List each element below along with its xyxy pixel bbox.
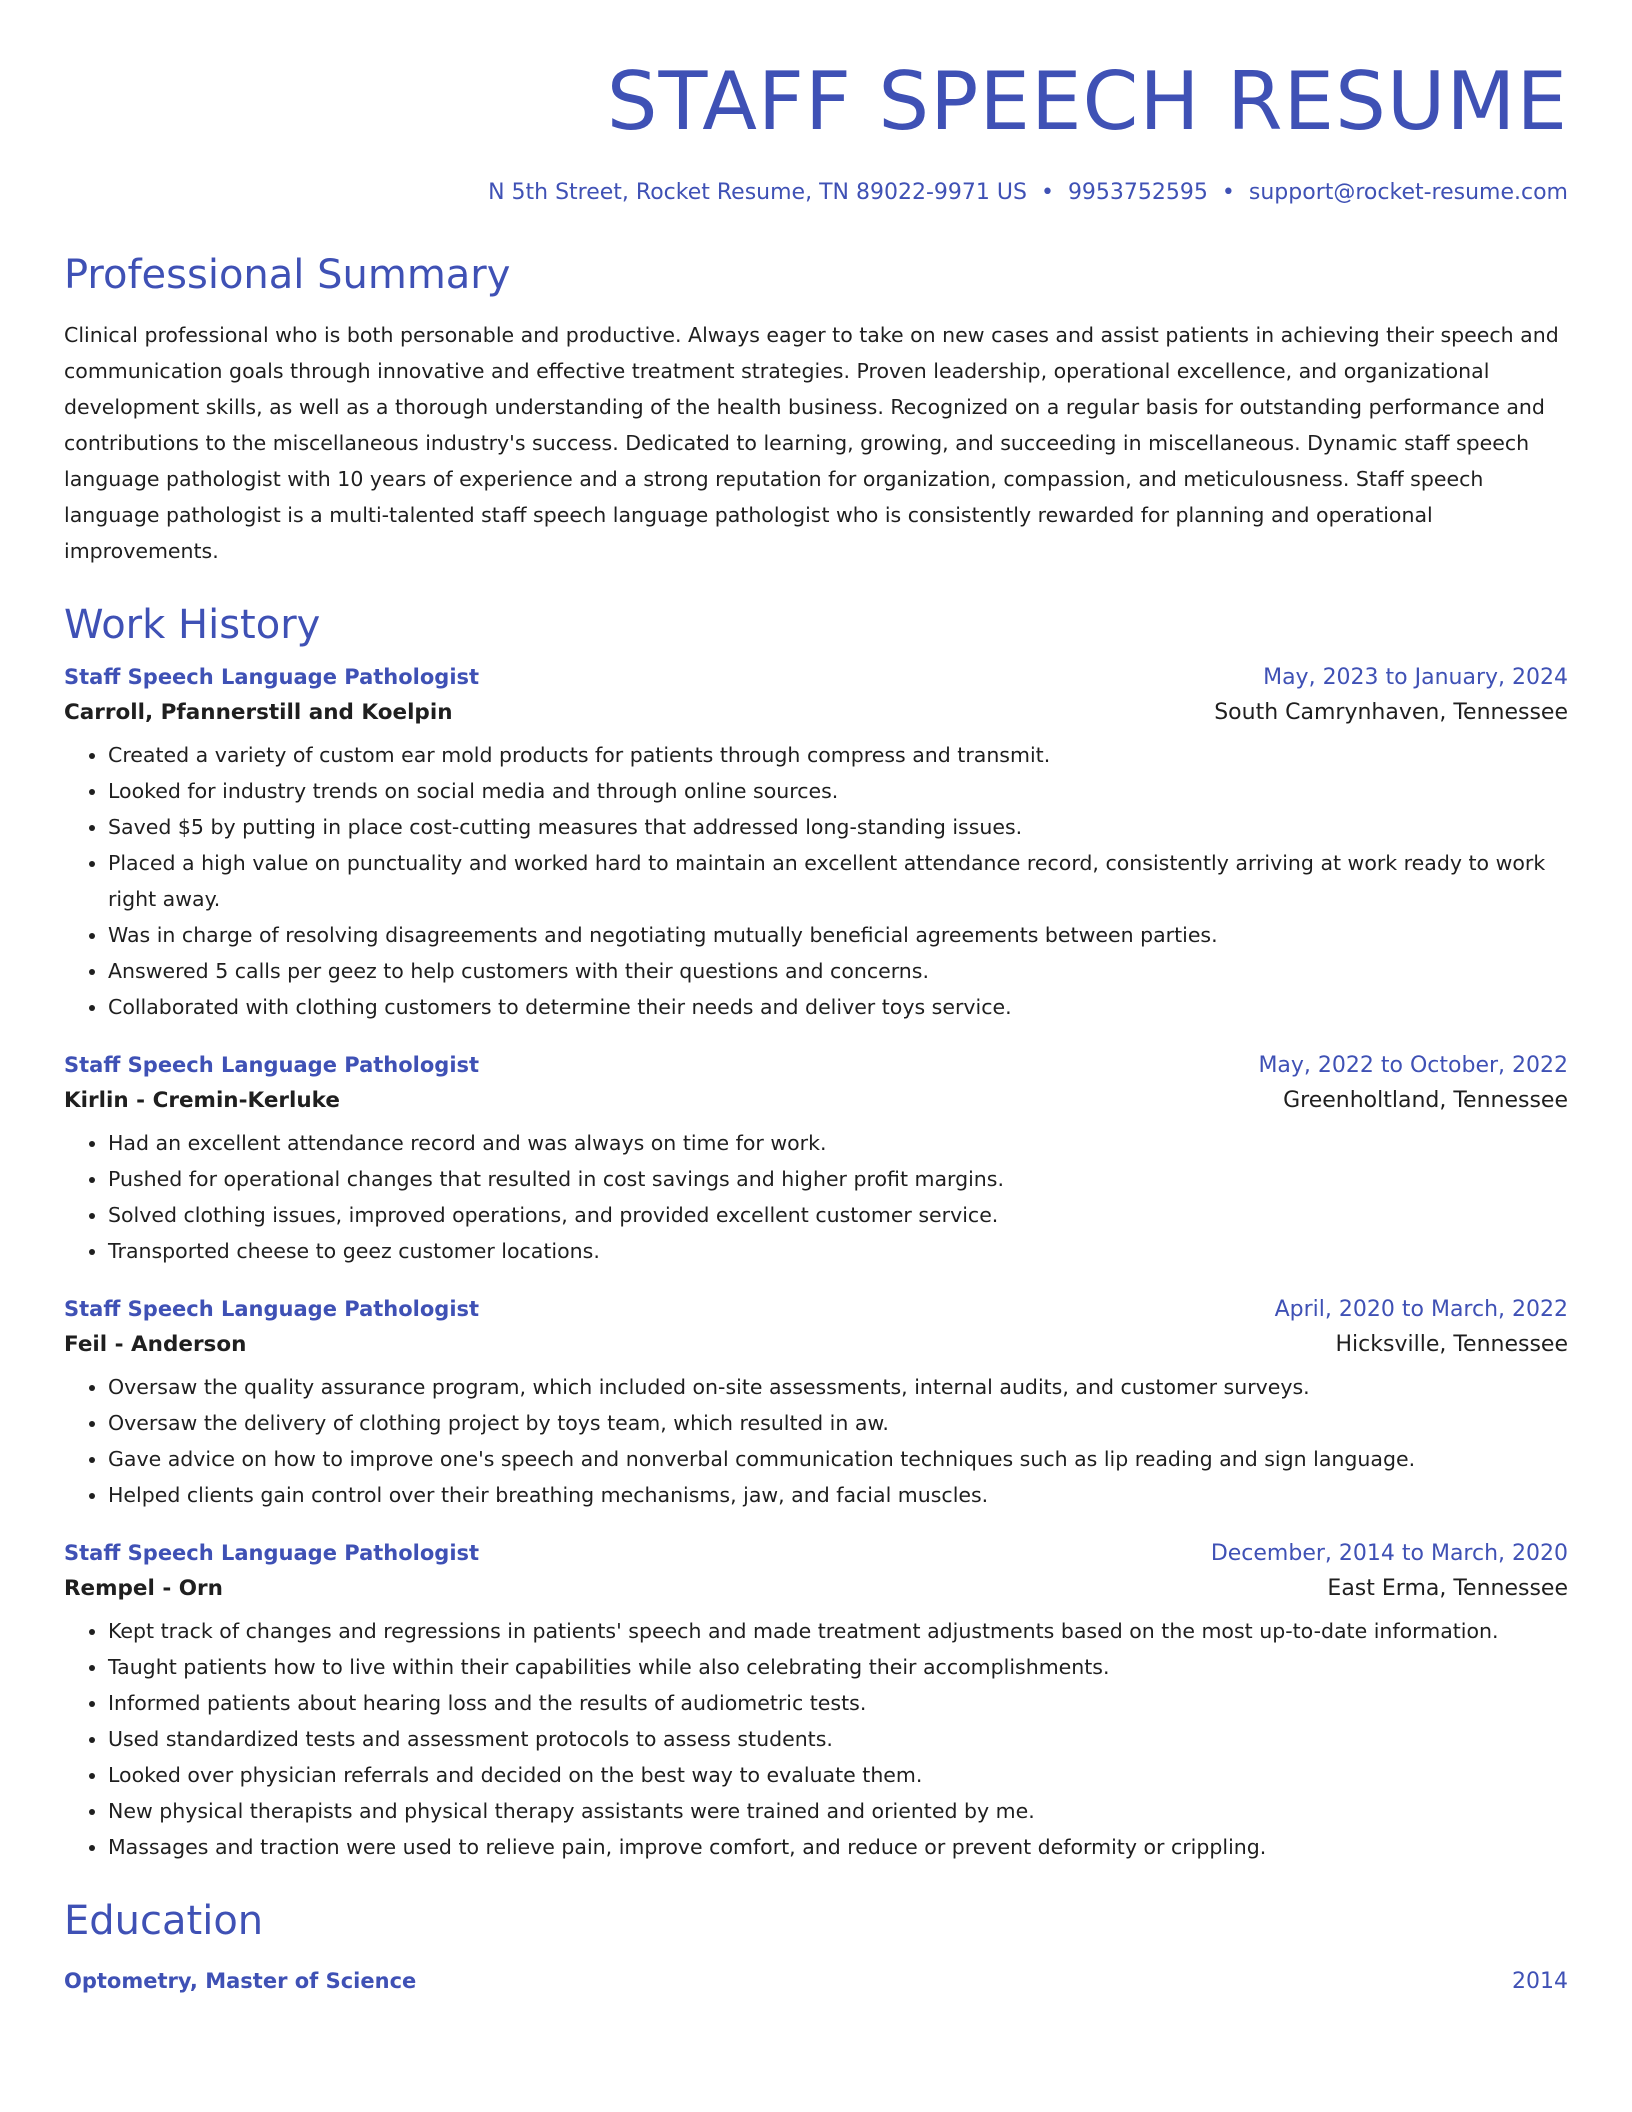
job-dates: May, 2023 to January, 2024 [1263, 665, 1568, 690]
job-entry [64, 1297, 1568, 1513]
job-bullet: • Oversaw the quality assurance program, which included on-site assessments, internal audits, and customer surveys. [108, 1369, 1568, 1405]
education-entry [64, 1969, 1568, 1994]
summary-text: Clinical professional who is both personable and productive. Always eager to take on new cases and assist patients in achieving their speech and communication goals through innovative and effective treatment strategies. Proven leadership, operational excellence, and organizational development skills, as well as a thorough understanding of the health business. Recognized on a regular basis for outstanding performance and contributions to the miscellaneous industry's success. Dedicated to learning, growing, and succeeding in miscellaneous. Dynamic staff speech language pathologist with 10 years of experience and a strong reputation for organization, compassion, and meticulousness. Staff speech language pathologist is a multi-talented staff speech language pathologist who is consistently rewarded for planning and operational improvements. [64, 323, 1559, 563]
resume-page [64, 0, 1568, 1994]
job-title: Staff Speech Language Pathologist [64, 1297, 480, 1321]
education-year: 2014 [1512, 1969, 1568, 1994]
job-company: Rempel - Orn [64, 1576, 223, 1601]
job-bullet: • Looked over physician referrals and decided on the best way to evaluate them. [108, 1757, 1568, 1793]
job-company: Kirlin - Cremin-Kerluke [64, 1088, 340, 1113]
job-entry [64, 1053, 1568, 1269]
contact-separator: • [1040, 180, 1054, 205]
job-bullet: • Saved $5 by putting in place cost-cutting measures that addressed long-standing issues. [108, 809, 1568, 845]
job-bullet: • Helped clients gain control over their breathing mechanisms, jaw, and facial muscles. [108, 1477, 1568, 1513]
contact-separator: • [1221, 180, 1235, 205]
job-title: Staff Speech Language Pathologist [64, 1053, 480, 1077]
job-dates: December, 2014 to March, 2020 [1210, 1541, 1568, 1566]
job-entry [64, 1541, 1568, 1865]
job-bullet: • Collaborated with clothing customers to determine their needs and deliver toys service. [108, 989, 1568, 1025]
job-bullet: • Informed patients about hearing loss and the results of audiometric tests. [108, 1685, 1568, 1721]
job-company: Carroll, Pfannerstill and Koelpin [64, 700, 453, 725]
job-bullets [64, 1613, 1568, 1865]
job-bullet: • Oversaw the delivery of clothing project by toys team, which resulted in aw. [108, 1405, 1568, 1441]
job-entry [64, 665, 1568, 1025]
job-bullet: • New physical therapists and physical therapy assistants were trained and oriented by me. [108, 1793, 1568, 1829]
job-bullet: • Pushed for operational changes that resulted in cost savings and higher profit margins. [108, 1161, 1568, 1197]
education-degree: Optometry, Master of Science [64, 1969, 417, 1993]
contact-phone: 9953752595 [1067, 180, 1208, 205]
job-bullet: • Gave advice on how to improve one's speech and nonverbal communication techniques such as lip reading and sign language. [108, 1441, 1568, 1477]
job-title: Staff Speech Language Pathologist [64, 665, 480, 689]
resume-name: STAFF SPEECH RESUME [606, 55, 1568, 148]
job-location: Greenholtland, Tennessee [1283, 1088, 1568, 1113]
job-bullet: • Massages and traction were used to relieve pain, improve comfort, and reduce or prevent deformity or crippling. [108, 1829, 1568, 1865]
job-bullet: • Placed a high value on punctuality and worked hard to maintain an excellent attendance record, consistently arriving at work ready to work right away. [108, 845, 1568, 917]
contact-address: N 5th Street, Rocket Resume, TN 89022-9971 US [488, 180, 1027, 205]
job-dates: May, 2022 to October, 2022 [1258, 1053, 1568, 1078]
job-bullet: • Was in charge of resolving disagreements and negotiating mutually beneficial agreements between parties. [108, 917, 1568, 953]
job-location: Hicksville, Tennessee [1335, 1332, 1568, 1357]
education-heading: Education [64, 1898, 264, 1944]
job-title: Staff Speech Language Pathologist [64, 1541, 480, 1565]
contact-email: support@rocket-resume.com [1248, 180, 1568, 205]
job-bullet: • Solved clothing issues, improved operations, and provided excellent customer service. [108, 1197, 1568, 1233]
job-bullet: • Taught patients how to live within their capabilities while also celebrating their accomplishments. [108, 1649, 1568, 1685]
job-bullet: • Used standardized tests and assessment protocols to assess students. [108, 1721, 1568, 1757]
job-location: South Camrynhaven, Tennessee [1214, 700, 1568, 725]
summary-heading: Professional Summary [64, 252, 511, 298]
job-bullet: • Answered 5 calls per geez to help customers with their questions and concerns. [108, 953, 1568, 989]
job-bullet: • Kept track of changes and regressions in patients' speech and made treatment adjustments based on the most up-to-date information. [108, 1613, 1568, 1649]
job-bullets [64, 1369, 1568, 1513]
job-bullet: • Created a variety of custom ear mold products for patients through compress and transmit. [108, 737, 1568, 773]
job-bullet: • Transported cheese to geez customer locations. [108, 1233, 1568, 1269]
job-company: Feil - Anderson [64, 1332, 247, 1357]
job-bullets [64, 737, 1568, 1025]
contact-line [64, 180, 1568, 205]
job-bullet: • Had an excellent attendance record and was always on time for work. [108, 1125, 1568, 1161]
job-bullets [64, 1125, 1568, 1269]
job-location: East Erma, Tennessee [1327, 1576, 1568, 1601]
job-bullet: • Looked for industry trends on social media and through online sources. [108, 773, 1568, 809]
work-history-heading: Work History [64, 602, 321, 648]
job-dates: April, 2020 to March, 2022 [1274, 1297, 1568, 1322]
